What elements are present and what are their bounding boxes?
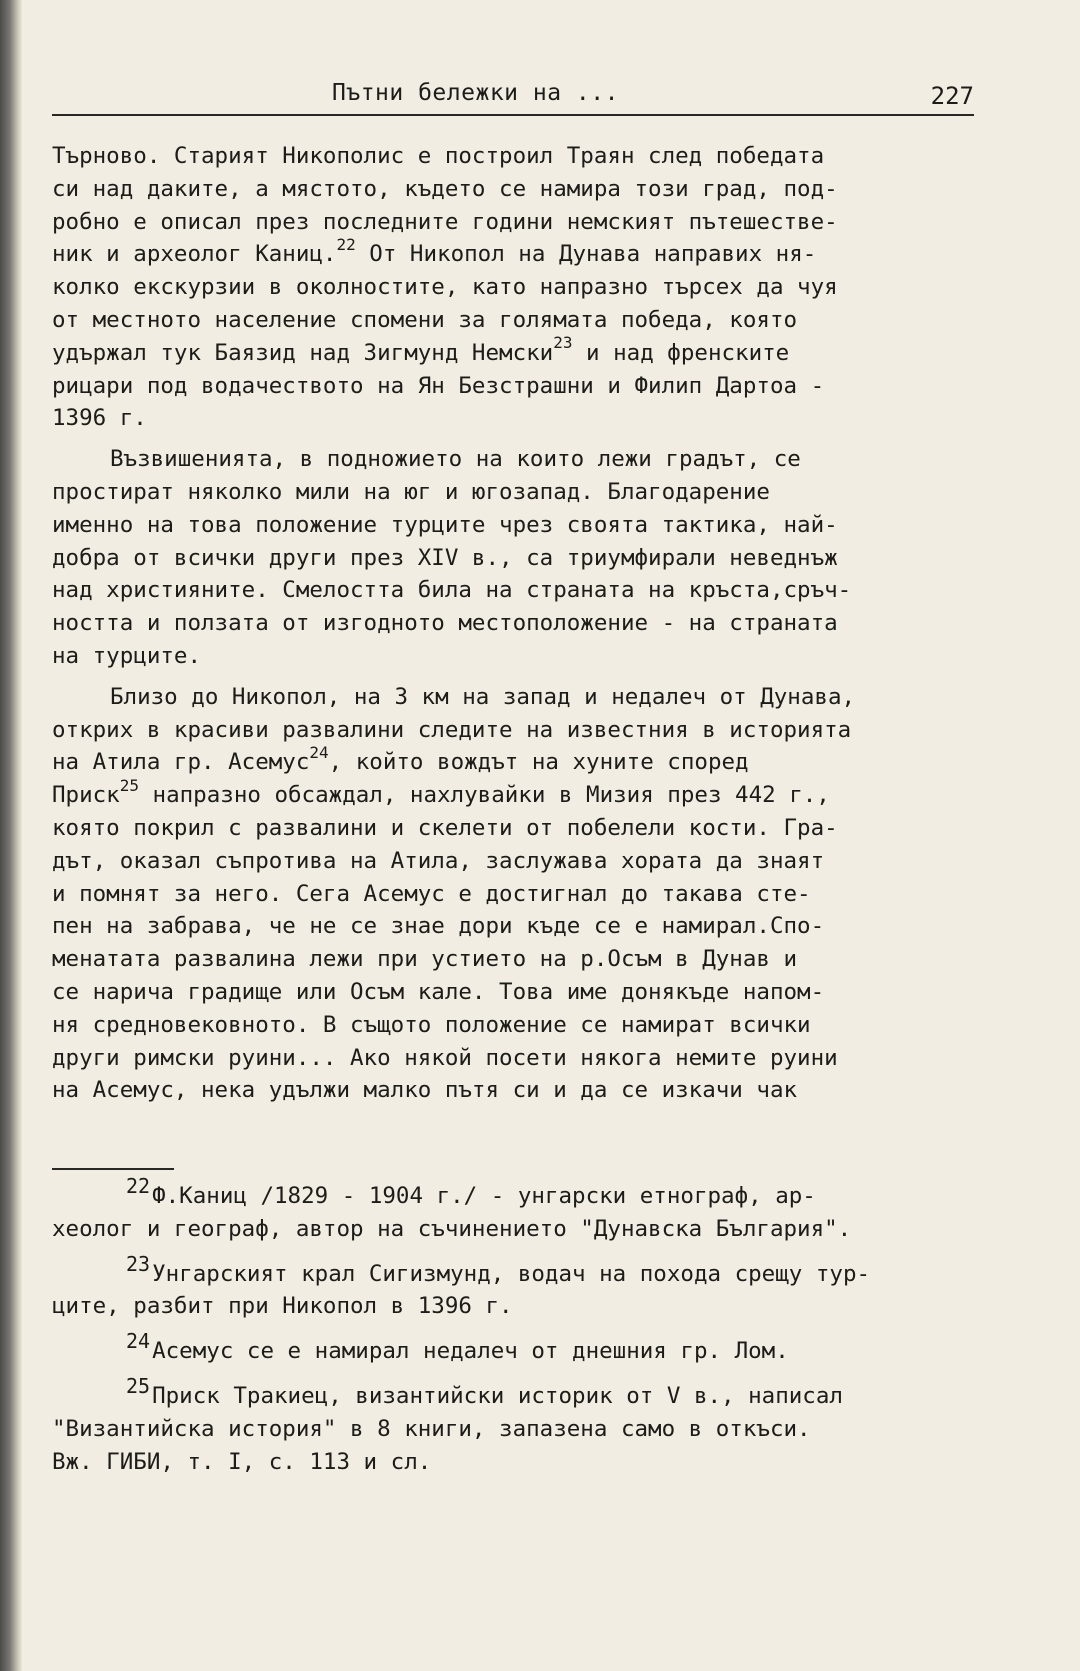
text-line: рицари под водачеството на Ян Безстрашни и Филип Дартоа - — [52, 372, 825, 399]
text-line: и помнят за него. Сега Асемус е достигнал до такава сте- — [52, 880, 811, 907]
footnote-line — [52, 1174, 974, 1213]
text-line: се нарича градище или Осъм кале. Това име донякъде напом- — [52, 978, 825, 1005]
footnote-number: 25 — [126, 1373, 151, 1398]
text-line: именно на това положение турците чрез своята тактика, най- — [52, 511, 838, 538]
text-line — [52, 234, 974, 271]
footnote-number: 24 — [126, 1329, 151, 1354]
book-spine-shadow — [0, 0, 22, 1671]
footnotes — [52, 1174, 974, 1478]
text-fragment: Асемус се е намирал недалеч от днешния гр. Лом. — [152, 1338, 789, 1365]
paragraph-2 — [52, 443, 974, 673]
text-line: над християните. Смелостта била на страната на кръста,сръч- — [52, 577, 852, 604]
footnote-ref-25: 25 — [119, 775, 139, 795]
text-line — [52, 333, 974, 370]
running-title: Пътни бележки на ... — [332, 80, 619, 106]
paragraph-1 — [52, 140, 974, 435]
text-fragment: От Никопол на Дунава направих ня- — [355, 241, 817, 268]
footnote-ref-24: 24 — [309, 742, 329, 762]
text-line: Търново. Старият Никополис е построил Траян след победата — [52, 143, 825, 169]
text-fragment: на Атила гр. Асемус — [52, 749, 310, 776]
text-line: робно е описал през последните години немският пътешестве- — [52, 208, 838, 235]
footnote-25 — [52, 1373, 974, 1478]
text-fragment: Ф.Каниц /1829 - 1904 г./ - унгарски етнограф, ар- — [152, 1183, 816, 1209]
footnote-number: 23 — [126, 1251, 151, 1276]
text-line: 1396 г. — [52, 405, 147, 432]
footnote-ref-23: 23 — [553, 333, 573, 353]
text-line: колко екскурзии в околностите, като напразно търсех да чуя — [52, 274, 838, 301]
footnote-ref-22: 22 — [336, 234, 356, 254]
footnote-separator — [52, 1168, 174, 1170]
text-line: си над даките, а мястото, където се намира този град, под- — [52, 175, 838, 202]
text-fragment: ник и археолог Каниц. — [52, 241, 337, 268]
text-line: на турците. — [52, 642, 202, 669]
footnote-line — [52, 1373, 974, 1413]
text-line: от местното население спомени за голямата победа, която — [52, 306, 798, 333]
main-text — [52, 140, 974, 1107]
footnote-23 — [52, 1251, 974, 1324]
footnote-line: "Византийска история" в 8 книги, запазена само в откъси. — [52, 1415, 811, 1442]
text-line: ня средновековното. В същото положение се намират всички — [52, 1011, 811, 1038]
text-line: открих в красиви развалини следите на известния в историята — [52, 716, 852, 743]
footnote-line: ците, разбит при Никопол в 1396 г. — [52, 1293, 513, 1320]
text-line: добра от всички други през XIV в., са триумфирали неведнъж — [52, 544, 838, 571]
text-line: простират няколко мили на юг и югозапад. Благодарение — [52, 478, 770, 505]
paragraph-3 — [52, 681, 974, 1107]
text-line: Близо до Никопол, на 3 км на запад и недалеч от Дунава, — [110, 683, 856, 710]
text-line: Възвишенията, в подножието на които лежи градът, се — [110, 446, 801, 473]
text-line — [52, 742, 974, 779]
footnote-number: 22 — [126, 1174, 151, 1198]
footnote-line — [52, 1329, 974, 1368]
footnote-line — [52, 1251, 974, 1291]
text-fragment: Приск — [52, 782, 120, 809]
page-header — [52, 78, 974, 116]
text-line: ността и ползата от изгодното местоположение - на страната — [52, 610, 838, 637]
text-line: менатата развалина лежи при устието на р.Осъм в Дунав и — [52, 946, 798, 973]
text-fragment: и над френските — [572, 339, 790, 366]
text-fragment: Унгарският крал Сигизмунд, водач на похода срещу тур- — [152, 1260, 871, 1287]
text-line: пен на забрава, че не се знае дори къде се е намирал.Спо- — [52, 913, 825, 940]
text-line: дът, оказал съпротива на Атила, заслужава хората да знаят — [52, 847, 825, 874]
text-fragment: Приск Тракиец, византийски историк от V в., написал — [152, 1382, 843, 1409]
footnote-line: Вж. ГИБИ, т. I, с. 113 и сл. — [52, 1448, 432, 1475]
text-fragment: , който вождът на хуните според — [328, 749, 749, 776]
text-line: други римски руини... Ако някой посети някога немите руини — [52, 1044, 838, 1071]
footnote-22 — [52, 1174, 974, 1246]
text-fragment: удържал тук Баязид над Зигмунд Немски — [52, 339, 554, 366]
text-fragment: напразно обсаждал, нахлувайки в Мизия през 442 г., — [139, 782, 830, 809]
footnote-24 — [52, 1329, 974, 1368]
text-line: която покрил с развалини и скелети от побелели кости. Гра- — [52, 814, 838, 841]
text-line: на Асемус, нека удължи малко пътя си и да се изкачи чак — [52, 1077, 798, 1104]
page-number: 227 — [930, 82, 974, 110]
footnote-line: хеолог и географ, автор на съчинението "Дунавска България". — [52, 1215, 852, 1242]
text-line — [52, 775, 974, 812]
